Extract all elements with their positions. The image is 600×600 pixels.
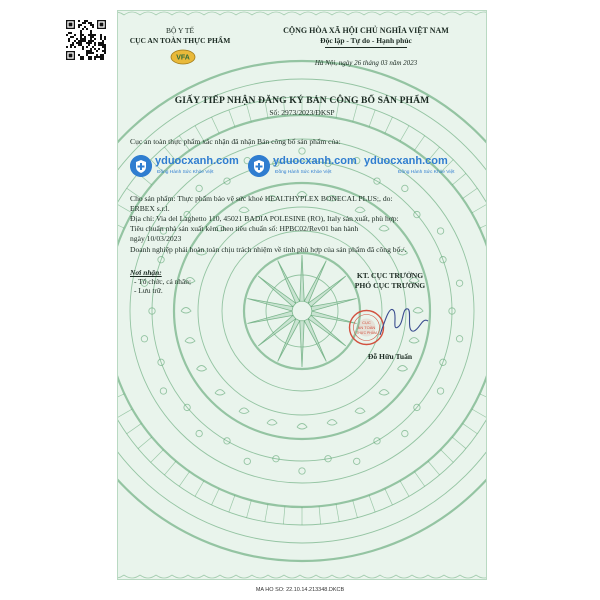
dossier-code: MA HO SO: 22.10.14.213348.DKCB [255,587,345,593]
vfa-logo [170,49,196,65]
motto-underline [325,47,407,48]
certificate-sheet [117,10,487,580]
document-title: GIẤY TIẾP NHẬN ĐĂNG KÝ BẢN CÔNG BỐ SẢN PHẨM [174,95,430,106]
watermark-brand: yduocxanh.com [364,155,448,167]
recipients-block [130,269,191,295]
standard-line: Tiêu chuẩn nhà sản xuất kèm theo tiêu chuẩn số: HPBC02/Rev01 ban hành ngày 10/03/2023 [130,224,359,243]
recipient-item: - Tổ chức, cá nhân; [134,276,192,286]
watermark-slogan: Đồng Hành Sức Khỏe Việt [398,170,455,175]
national-motto: Độc lập - Tự do - Hạnh phúc [320,36,412,45]
svg-text:CỤC: CỤC [362,320,371,325]
responsibility-statement: Doanh nghiệp phải hoàn toàn chịu trách nhiệm về tính phù hợp của sản phẩm đã công bố./. [130,245,407,254]
country-name: CỘNG HÒA XÃ HỘI CHỦ NGHĨA VIỆT NAM [283,26,449,35]
document-number: Số: 2973/2023/ĐKSP [269,108,335,117]
signer-name: Đỗ Hữu Tuấn [367,352,413,361]
signature-title-1: KT. CỤC TRƯỞNG [356,271,424,280]
ministry-name: BỘ Y TẾ [165,26,195,35]
header-left [120,26,240,46]
qr-code [66,20,106,60]
svg-text:THỰC PHẨM: THỰC PHẨM [356,331,377,335]
handwritten-signature [376,297,436,343]
signature-title-2: PHÓ CỤC TRƯỞNG [354,280,426,290]
watermark-brand: yduocxanh.com [273,155,357,167]
watermark-logo [248,154,358,183]
svg-text:AN TOÀN: AN TOÀN [357,325,376,330]
watermark-slogan: Đồng Hành Sức Khỏe Việt [157,170,214,175]
cross-shield-icon [130,155,152,177]
watermark-logo [364,154,479,183]
recipient-item: - Lưu trữ. [134,285,163,295]
header-right [248,26,484,48]
svg-text:VFA: VFA [176,54,190,62]
intro-text: Cục an toàn thực phẩm xác nhận đã nhận Bản công bố sản phẩm của: [130,137,341,146]
watermark-brand: yduocxanh.com [155,155,239,167]
watermark-logo [130,154,250,183]
product-line: Cho sản phẩm: Thực phẩm bảo vệ sức khoẻ HEALTHYPLEX BONECAL PLUS;, do: [130,194,393,203]
agency-name: CỤC AN TOÀN THỰC PHẨM [129,36,231,45]
signature-block [304,271,476,290]
watermark-slogan: Đồng Hành Sức Khỏe Việt [275,170,332,175]
company-name: ERBEX s.r.l. [130,204,170,213]
recipients-label: Nơi nhận: [130,268,162,277]
cross-shield-icon [248,155,270,177]
address-line: Địa chỉ: Via del Laghetto 110, 45021 BADIA POLESINE (RO), Italy sản xuất, phù hợp: [130,214,399,223]
issue-date: Hà Nội, ngày 26 tháng 03 năm 2023 [314,59,418,67]
